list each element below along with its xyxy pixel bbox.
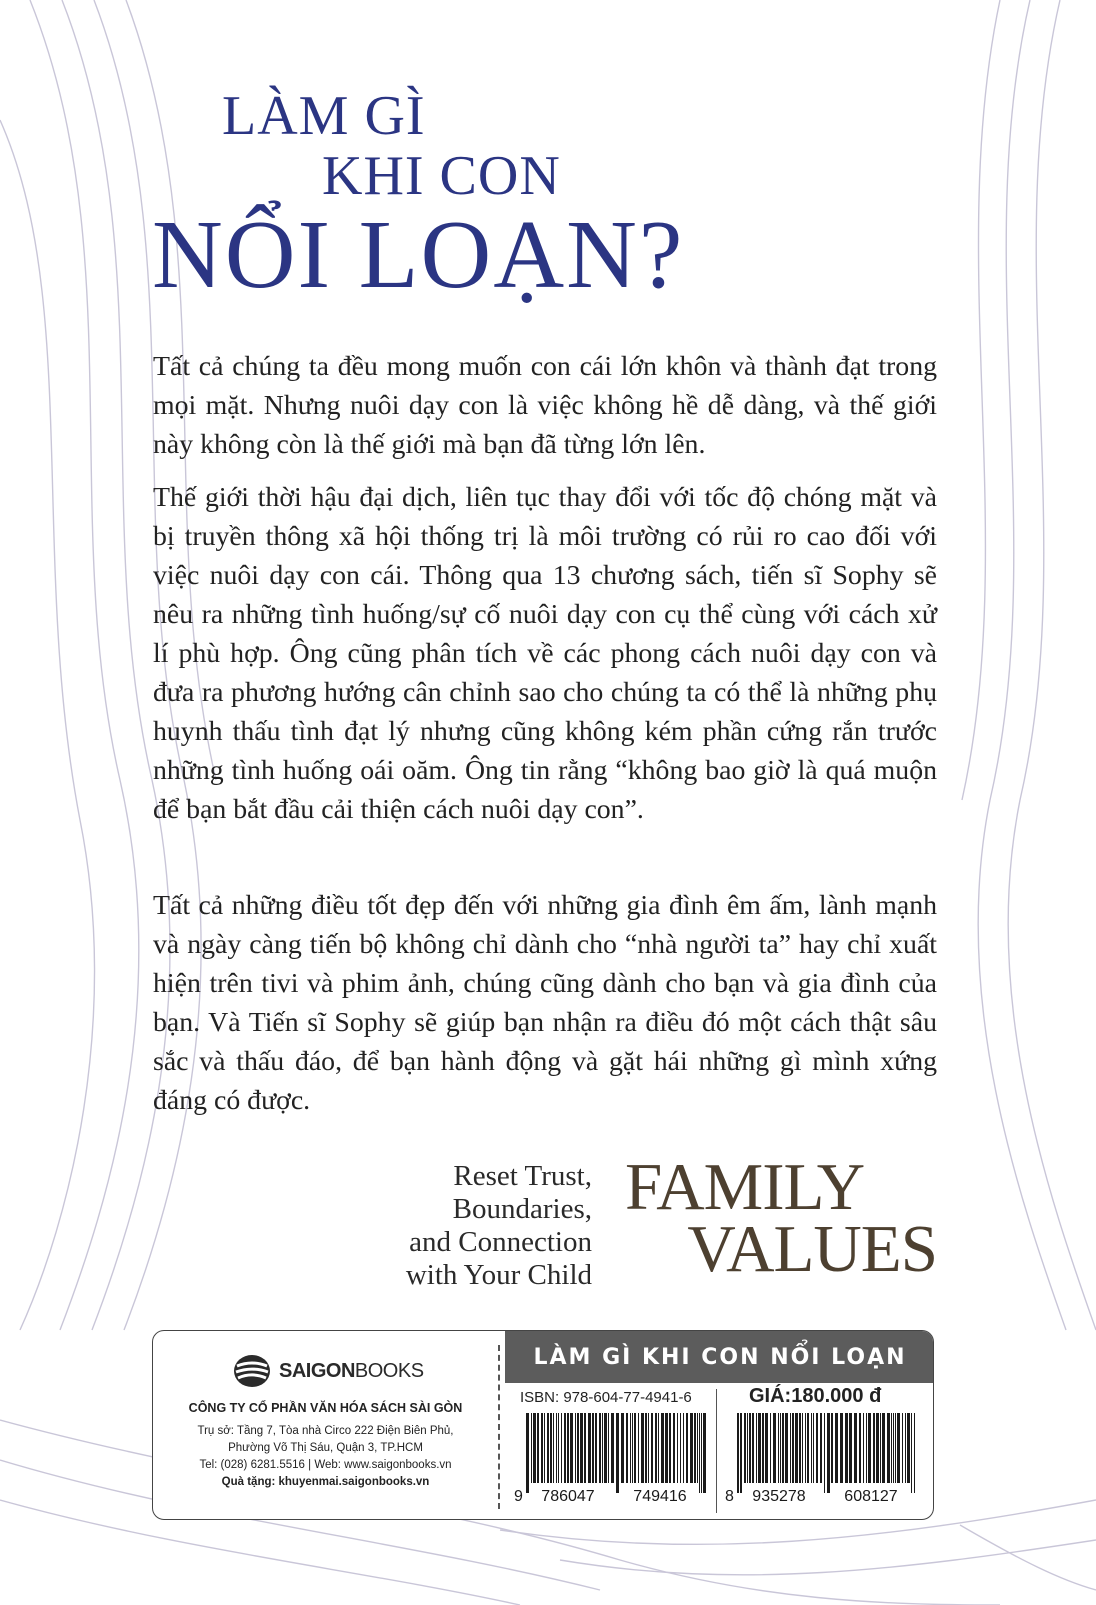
isbn-label: ISBN: 978-604-77-4941-6 xyxy=(520,1389,692,1406)
barcode-bar xyxy=(595,1413,597,1483)
publisher-logo-text xyxy=(279,1360,424,1383)
original-title-line-1: FAMILY xyxy=(625,1150,865,1224)
barcode-bar xyxy=(737,1413,739,1493)
barcode-bar xyxy=(570,1413,573,1483)
barcode-bar xyxy=(602,1413,603,1483)
barcode-bar xyxy=(680,1413,681,1483)
blurb-paragraph-3: Tất cả những điều tốt đẹp đến với những gia đình êm ấm, lành mạnh và ngày càng tiến bộ không chỉ dành cho “nhà người ta” hay chỉ xuất hiện trên tivi và phim ảnh, chúng cũng dành cho bạn và gia đình của bạn. Và Tiến sĩ Sophy sẽ giúp bạn nhận ra điều đó một cách thật sâu sắc và thấu đáo, để bạn hành động và gặt hái những gì mình xứng đáng có được. xyxy=(153,890,937,1116)
barcode-bar xyxy=(914,1413,915,1493)
barcode-bar xyxy=(824,1413,825,1493)
barcode-bar xyxy=(758,1413,761,1483)
barcode-digits: 935278 xyxy=(752,1488,806,1505)
barcode-bar xyxy=(811,1413,812,1483)
barcode-bar xyxy=(907,1413,910,1483)
barcode-bar xyxy=(778,1413,779,1483)
barcode-bar xyxy=(699,1413,700,1493)
barcode-bar xyxy=(683,1413,684,1483)
barcode-bar xyxy=(756,1413,757,1483)
barcode-bar xyxy=(556,1413,557,1483)
barcode-bar xyxy=(665,1413,668,1483)
barcode-bar xyxy=(873,1413,875,1483)
dashed-divider xyxy=(498,1345,500,1509)
barcode-bar xyxy=(795,1413,798,1483)
barcode-bar xyxy=(703,1413,706,1493)
barcode-bar xyxy=(831,1413,833,1483)
barcode-bar xyxy=(592,1413,594,1483)
address-line-1: Trụ sở: Tầng 7, Tòa nhà Circo 222 Điện Biên Phủ, xyxy=(197,1425,454,1437)
barcode-bar xyxy=(882,1413,885,1483)
barcode-digits: 9 xyxy=(514,1488,523,1505)
barcode-bar xyxy=(863,1413,864,1483)
barcode-bar xyxy=(854,1413,857,1483)
barcode-bar xyxy=(792,1413,794,1483)
barcode-bar xyxy=(561,1413,562,1483)
barcode-bar xyxy=(547,1413,549,1483)
isbn-barcode xyxy=(512,1411,712,1511)
barcode-bar xyxy=(816,1413,818,1483)
barcode-bar xyxy=(866,1413,867,1483)
barcode-bar xyxy=(749,1413,751,1483)
barcode-bar xyxy=(604,1413,607,1483)
barcode-bar xyxy=(785,1413,788,1483)
barcode-bar xyxy=(835,1413,838,1483)
barcode-bar xyxy=(580,1413,583,1483)
barcode-bar xyxy=(876,1413,879,1483)
barcode-bar xyxy=(673,1413,675,1483)
barcode-bar xyxy=(813,1413,814,1483)
original-subtitle-line: Reset Trust, xyxy=(453,1160,592,1192)
barcode-bar xyxy=(537,1413,539,1483)
barcode-bar xyxy=(820,1413,822,1483)
barcode-bar xyxy=(790,1413,791,1483)
publisher-address xyxy=(153,1423,498,1491)
barcode-bar xyxy=(845,1413,848,1483)
barcode-bar xyxy=(891,1413,892,1483)
barcode-bar xyxy=(782,1413,784,1483)
barcode-bar xyxy=(634,1413,636,1483)
saigonbooks-logo-icon xyxy=(233,1354,271,1388)
barcode-bar xyxy=(630,1413,631,1483)
gift-line: Quà tặng: khuyenmai.saigonbooks.vn xyxy=(221,1476,430,1488)
contact-line: Tel: (028) 6281.5516 | Web: www.saigonbooks.vn xyxy=(199,1459,452,1471)
barcode-digits: 608127 xyxy=(844,1488,898,1505)
barcode-bar xyxy=(616,1413,619,1493)
publisher-section xyxy=(153,1331,498,1519)
isbn-barcode-block xyxy=(508,1387,718,1517)
barcode-digits: 786047 xyxy=(541,1488,595,1505)
barcode-bar xyxy=(762,1413,764,1483)
barcode-bar xyxy=(677,1413,678,1483)
blurb-paragraph-2: Thế giới thời hậu đại dịch, liên tục thay đổi với tốc độ chóng mặt và bị truyền thông xã hội thống trị là môi trường có rủi ro cao đối với việc nuôi dạy con cái. Thông qua 13 chương sách, tiến sĩ Sophy sẽ nêu ra những tình huống/sự cố nuôi dạy con cụ thể cùng với cách xử lí phù hợp. Ông cũng phân tích về các phong cách nuôi dạy con và đưa ra phương hướng cân chỉnh sao cho chúng ta có thể là những phụ huynh thấu tình đạt lý nhưng cũng không kém phần cứng rắn trước những tình huống oái oăm. Ông tin rằng “không bao giờ là quá muộn để bạn bắt đầu cải thiện cách nuôi dạy con”. xyxy=(153,482,937,825)
logo-text-light: BOOKS xyxy=(354,1359,424,1382)
address-line-2: Phường Võ Thị Sáu, Quận 3, TP.HCM xyxy=(228,1442,423,1454)
barcode-bar xyxy=(827,1413,830,1493)
barcode-bar xyxy=(651,1413,653,1483)
barcode-bar xyxy=(694,1413,696,1483)
barcode-bar xyxy=(661,1413,664,1483)
publisher-info-box xyxy=(152,1330,934,1520)
barcode-bar xyxy=(911,1413,912,1493)
price-label: GIÁ:180.000 đ xyxy=(749,1385,882,1407)
logo-text-bold: SAIGON xyxy=(279,1359,355,1382)
barcode-bar xyxy=(544,1413,545,1483)
barcode-bar xyxy=(669,1413,671,1483)
cover-title-line-2: KHI CON xyxy=(322,145,561,207)
blurb-paragraph-1: Tất cả chúng ta đều mong muốn con cái lớn khôn và thành đạt trong mọi mặt. Nhưng nuôi dạy con là việc không hề dễ dàng, và thế giới này không còn là thế giới mà bạn đã từng lớn lên. xyxy=(153,351,937,460)
publisher-company-name: CÔNG TY CỔ PHẦN VĂN HÓA SÁCH SÀI GÒN xyxy=(188,1401,463,1415)
barcode-bar xyxy=(893,1413,894,1483)
price-barcode xyxy=(723,1411,923,1511)
barcode-bar xyxy=(895,1413,896,1483)
original-title-line-2: VALUES xyxy=(687,1212,937,1286)
barcode-bar xyxy=(541,1413,543,1483)
barcode-bar xyxy=(697,1413,698,1483)
barcode-bar xyxy=(897,1413,900,1483)
barcode-bar xyxy=(564,1413,566,1483)
barcode-bar xyxy=(658,1413,659,1483)
barcode-bar xyxy=(584,1413,586,1483)
barcode-bar xyxy=(558,1413,559,1483)
barcode-bar xyxy=(902,1413,903,1483)
barcode-bar xyxy=(531,1413,532,1483)
barcode-bar xyxy=(840,1413,843,1483)
price-barcode-block xyxy=(719,1387,929,1517)
barcode-bar xyxy=(690,1413,693,1483)
barcode-bar xyxy=(807,1413,809,1483)
barcode-bar xyxy=(802,1413,803,1483)
barcode-divider xyxy=(716,1389,717,1513)
barcode-bar xyxy=(588,1413,591,1483)
barcode-bar xyxy=(553,1413,554,1483)
barcode-bar xyxy=(799,1413,801,1483)
barcode-bar xyxy=(686,1413,688,1483)
barcode-bar xyxy=(626,1413,628,1483)
barcode-bar xyxy=(905,1413,906,1483)
barcode-bar xyxy=(645,1413,647,1483)
barcode-bar xyxy=(526,1413,529,1493)
original-subtitle-line: Boundaries, xyxy=(452,1193,592,1225)
barcode-bar xyxy=(868,1413,871,1483)
barcode-bar xyxy=(608,1413,609,1483)
barcode-bar xyxy=(880,1413,881,1483)
cover-title-line-1: LÀM GÌ xyxy=(222,85,426,147)
barcode-bar xyxy=(752,1413,754,1483)
barcode-bar xyxy=(550,1413,552,1483)
barcode-bar xyxy=(773,1413,776,1483)
barcode-bar xyxy=(611,1413,614,1483)
barcode-bar xyxy=(599,1413,601,1483)
barcode-bar xyxy=(533,1413,536,1483)
publisher-logo xyxy=(233,1351,424,1391)
barcode-bar xyxy=(655,1413,657,1483)
barcode-bar xyxy=(770,1413,771,1483)
barcode-digits: 749416 xyxy=(633,1488,687,1505)
barcode-bar xyxy=(621,1413,624,1483)
barcode-bar xyxy=(780,1413,781,1483)
barcode-bar xyxy=(849,1413,852,1483)
cover-title-line-3: NỔI LOẠN? xyxy=(152,201,685,309)
original-subtitle-line: and Connection xyxy=(409,1226,592,1258)
barcode-bar xyxy=(805,1413,806,1483)
barcode-bar xyxy=(638,1413,639,1483)
barcode-bar xyxy=(887,1413,890,1483)
barcode-bar xyxy=(575,1413,576,1483)
barcode-bar xyxy=(641,1413,644,1483)
barcode-bar xyxy=(648,1413,649,1483)
barcode-bar xyxy=(747,1413,748,1483)
barcode-bar xyxy=(859,1413,861,1483)
barcode-bar xyxy=(567,1413,569,1483)
barcode-bar xyxy=(744,1413,746,1483)
barcode-digits: 8 xyxy=(725,1488,734,1505)
original-subtitle xyxy=(330,1160,592,1292)
barcode-bar xyxy=(740,1413,742,1493)
book-title-bar: LÀM GÌ KHI CON NỔI LOẠN xyxy=(505,1331,934,1383)
barcode-bar xyxy=(765,1413,768,1483)
barcode-bar xyxy=(701,1413,702,1493)
original-subtitle-line: with Your Child xyxy=(405,1259,592,1291)
original-title xyxy=(625,1150,937,1286)
barcode-bar xyxy=(632,1413,633,1483)
barcode-bar xyxy=(577,1413,579,1483)
